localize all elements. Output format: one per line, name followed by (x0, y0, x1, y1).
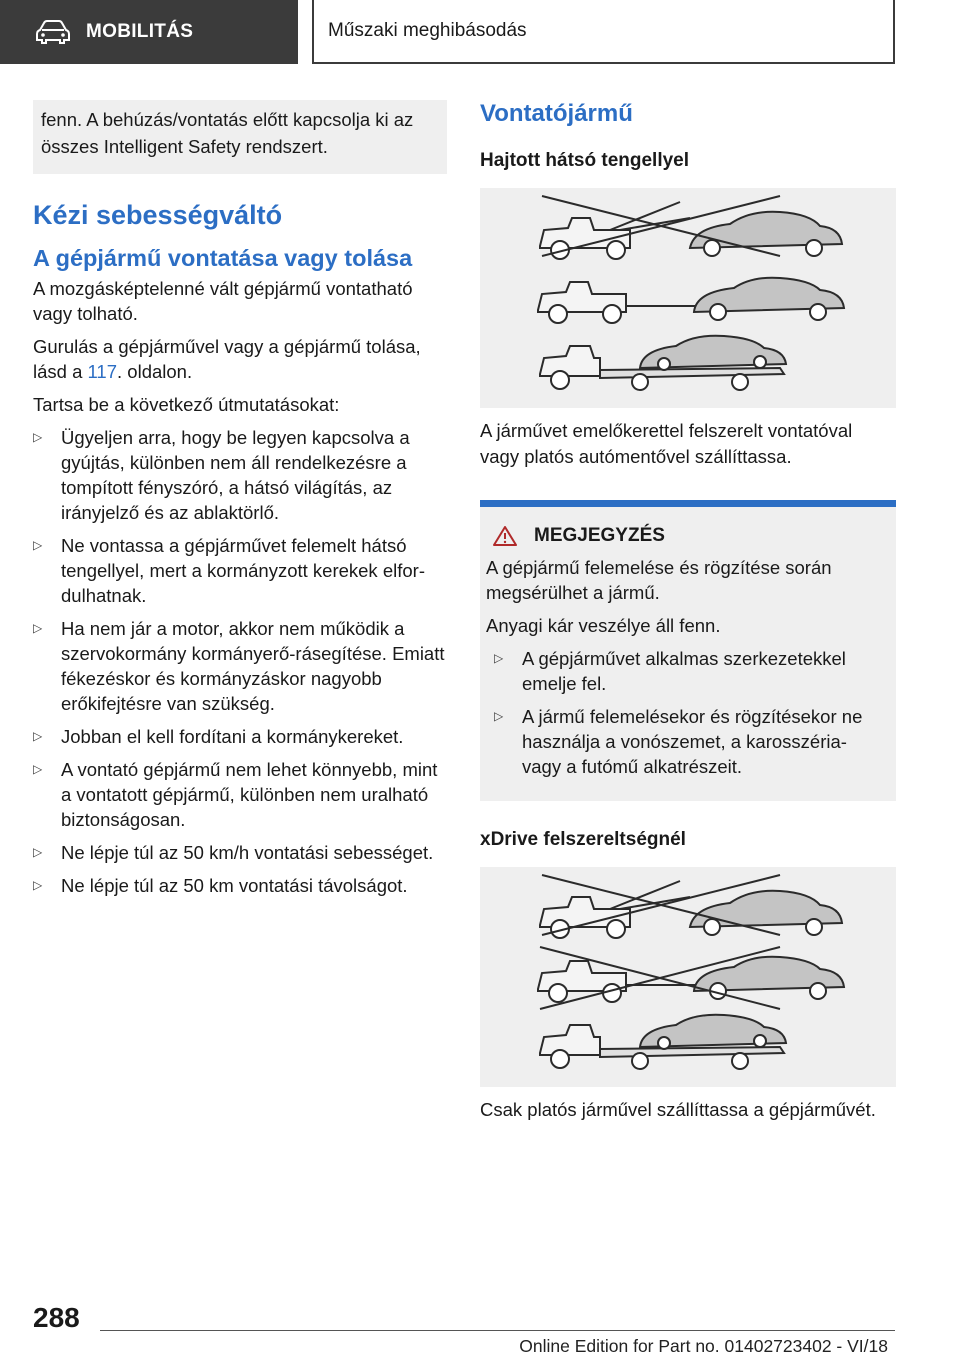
section-heading: Vontatójármű (480, 100, 633, 127)
list-item: ▷ A vontató gépjármű nem lehet könnyebb, mint a vontatott gépjármű, különben nem uralható biztonságosan. (33, 757, 447, 832)
tow-vehicles-drawing (480, 188, 896, 408)
section-tab[interactable] (0, 0, 298, 64)
note-bullet-list (486, 646, 888, 779)
subheading-rear-axle: Hajtott hátsó tengellyel (480, 150, 690, 171)
caption: A járművet emelőkerettel felszerelt vontatóval vagy platós autómentővel szállíttassa. (480, 420, 853, 467)
list-item: ▷ Jobban el kell fordítani a kormánykereket. (33, 724, 447, 749)
list-item: ▷ Ügyeljen arra, hogy be legyen kapcsolva a gyújtás, különben nem áll rendelkezésre a tompított fényszóró, a hátsó világítás, az irányjelző és az ablaktörlő. (33, 425, 447, 525)
continued-note (33, 100, 447, 174)
bullet-list (33, 425, 447, 898)
list-item: ▷ Ne lépje túl az 50 km vontatási távolságot. (33, 873, 447, 898)
towing-illustration-rear-axle (480, 188, 896, 408)
note-header (486, 525, 888, 547)
list-item: ▷ Ne vontassa a gépjárművet felemelt hátsó tengellyel, mert a kormányzott kerekek elfordulhatnak. (33, 533, 447, 608)
note-paragraph: Anyagi kár veszélye áll fenn. (486, 615, 721, 636)
edition-text: Online Edition for Part no. 01402723402 - VI/18 (519, 1336, 888, 1356)
flatbed-row-3 (540, 336, 786, 390)
continued-note-text: fenn. A behúzás/vontatás előtt kapcsolja ki az összes Intelligent Safety rendszert. (41, 109, 414, 157)
paragraph: Tartsa be a következő útmutatásokat: (33, 394, 340, 415)
tow-vehicles-drawing-xdrive (480, 867, 896, 1087)
caption: Csak platós járművel szállíttassa a gépjárművét. (480, 1099, 876, 1120)
subsection-heading: A gépjármű vontatása vagy tolása (33, 245, 413, 271)
paragraph: A mozgásképtelenné vált gépjármű vontatható vagy tolható. (33, 278, 413, 324)
footer-divider (100, 1330, 895, 1331)
towing-illustration-xdrive (480, 867, 896, 1087)
warning-triangle-icon (492, 525, 518, 547)
page-header (0, 0, 960, 66)
left-column (33, 100, 447, 906)
list-item: ▷ A jármű felemelésekor és rögzítésekor ne használja a vonószemet, a karosszéria- vagy a futómű alkatrészeit. (486, 704, 888, 779)
flatbed-row-3 (540, 1015, 786, 1069)
paragraph-text: Gurulás a gépjárművel vagy a gépjármű tolása, lásd a (33, 336, 421, 382)
page-link[interactable]: 117 (87, 361, 118, 382)
note-paragraph: A gépjármű felemelése és rögzítése során megsérülhet a jármű. (486, 557, 832, 603)
warning-note (480, 500, 896, 801)
subheading-xdrive: xDrive felszereltségnél (480, 829, 686, 850)
paragraph-with-link (33, 334, 447, 384)
tow-truck-row-1 (540, 881, 842, 938)
chapter-title: Műszaki meghibásodás (328, 20, 527, 41)
list-item: ▷ Ne lépje túl az 50 km/h vontatási sebességet. (33, 840, 447, 865)
tow-truck-row-1 (540, 202, 842, 259)
list-item: ▷ A gépjárművet alkalmas szerkezetekkel emelje fel. (486, 646, 888, 696)
section-label: MOBILITÁS (86, 21, 194, 42)
tow-truck-row-2 (538, 278, 844, 323)
note-title: MEGJEGYZÉS (534, 525, 665, 546)
paragraph-text: . oldalon. (117, 361, 193, 382)
car-icon (36, 20, 70, 44)
page-number: 288 (33, 1302, 80, 1333)
chapter-tab[interactable] (312, 0, 895, 64)
list-item: ▷ Ha nem jár a motor, akkor nem működik a szervokormány kormányerő-rásegítése. Emiatt fékezéskor és kormányzáskor nagyobb erőkifejtésre van szükség. (33, 616, 447, 716)
section-heading: Kézi sebességváltó (33, 200, 283, 230)
right-column (480, 100, 896, 1123)
tow-truck-row-2 (538, 957, 844, 1002)
